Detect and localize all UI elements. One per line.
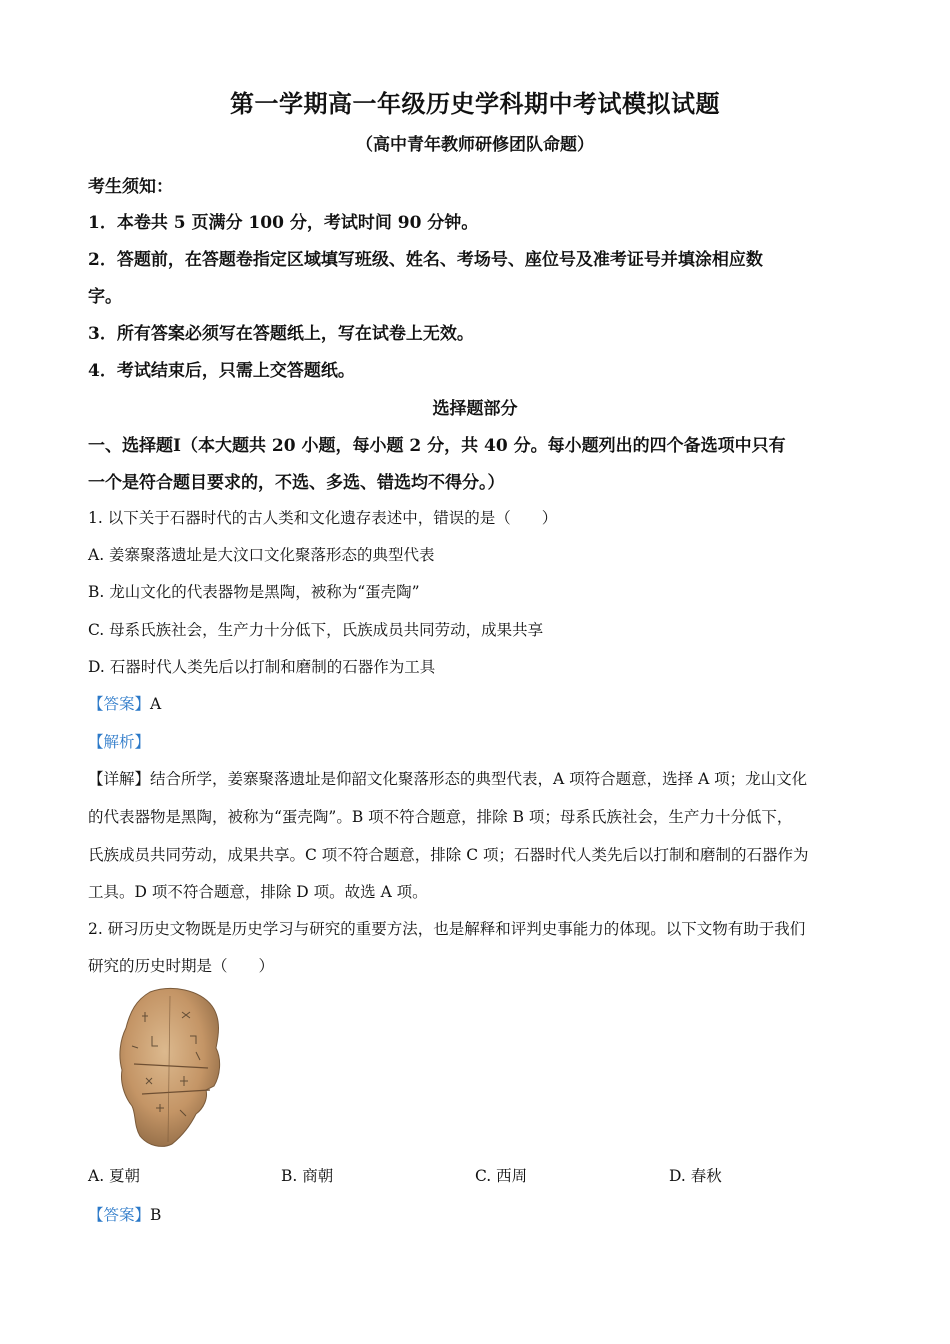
q2-option-d: D. 春秋 [669, 1167, 722, 1185]
q1-stem: 1. 以下关于石器时代的古人类和文化遗存表述中，错误的是（ ） [88, 509, 558, 527]
q2-option-a: A. 夏朝 [88, 1167, 141, 1185]
page-subtitle: （高中青年教师研修团队命题） [356, 135, 594, 155]
section-title: 选择题部分 [432, 399, 518, 419]
notice-heading: 考生须知： [88, 177, 173, 197]
q2-answer [88, 1203, 161, 1225]
q2-option-c: C. 西周 [475, 1167, 528, 1185]
section-instruction-2: 一个是符合题目要求的，不选、多选、错选均不得分。） [88, 473, 505, 493]
detail-text: 结合所学，姜寨聚落遗址是仰韶文化聚落形态的典型代表，A 项符合题意，选择 A 项；龙山文化 [150, 770, 808, 788]
q1-option-b: B. 龙山文化的代表器物是黑陶，被称为“蛋壳陶” [88, 583, 420, 601]
q2-stem-1: 2. 研习历史文物既是历史学习与研究的重要方法，也是解释和评判史事能力的体现。以下文物有助于我们 [88, 920, 806, 938]
q1-detail-line-4: 工具。D 项不符合题意，排除 D 项。故选 A 项。 [88, 883, 428, 901]
notice-item-1: 1．本卷共 5 页满分 100 分，考试时间 90 分钟。 [88, 213, 479, 233]
analysis-tag: 【解析】 [88, 733, 151, 751]
answer-tag: 【答案】 [88, 695, 151, 713]
notice-item-4: 4．考试结束后，只需上交答题纸。 [88, 361, 355, 381]
answer-value: A [150, 695, 162, 713]
q1-detail-line-3: 氏族成员共同劳动，成果共享。C 项不符合题意，排除 C 项；石器时代人类先后以打制和磨制的石器作为 [88, 846, 809, 864]
q1-option-d: D. 石器时代人类先后以打制和磨制的石器作为工具 [88, 658, 436, 676]
section-instruction-1: 一、选择题Ⅰ（本大题共 20 小题，每小题 2 分，共 40 分。每小题列出的四个备选项中只有 [88, 436, 786, 456]
notice-item-3: 3．所有答案必须写在答题纸上，写在试卷上无效。 [88, 324, 474, 344]
answer-value: B [150, 1206, 162, 1224]
q2-options [88, 1164, 868, 1186]
q1-analysis-tag [88, 730, 150, 752]
notice-item-2-cont: 字。 [88, 287, 122, 307]
detail-tag: 【详解】 [88, 770, 151, 788]
page-title: 第一学期高一年级历史学科期中考试模拟试题 [230, 89, 720, 118]
q2-option-b: B. 商朝 [281, 1167, 334, 1185]
q1-answer [88, 692, 161, 714]
q2-stem-2: 研究的历史时期是（ ） [88, 957, 275, 975]
q1-option-c: C. 母系氏族社会，生产力十分低下，氏族成员共同劳动，成果共享 [88, 621, 544, 639]
q1-detail-line-1 [88, 767, 807, 789]
oracle-bone-image [112, 986, 224, 1152]
notice-item-2: 2．答题前，在答题卷指定区域填写班级、姓名、考场号、座位号及准考证号并填涂相应数 [88, 250, 763, 270]
q1-detail-line-2: 的代表器物是黑陶，被称为“蛋壳陶”。B 项不符合题意，排除 B 项；母系氏族社会，生产力十分低下， [88, 808, 793, 826]
answer-tag: 【答案】 [88, 1206, 151, 1224]
q1-option-a: A. 姜寨聚落遗址是大汶口文化聚落形态的典型代表 [88, 546, 435, 564]
